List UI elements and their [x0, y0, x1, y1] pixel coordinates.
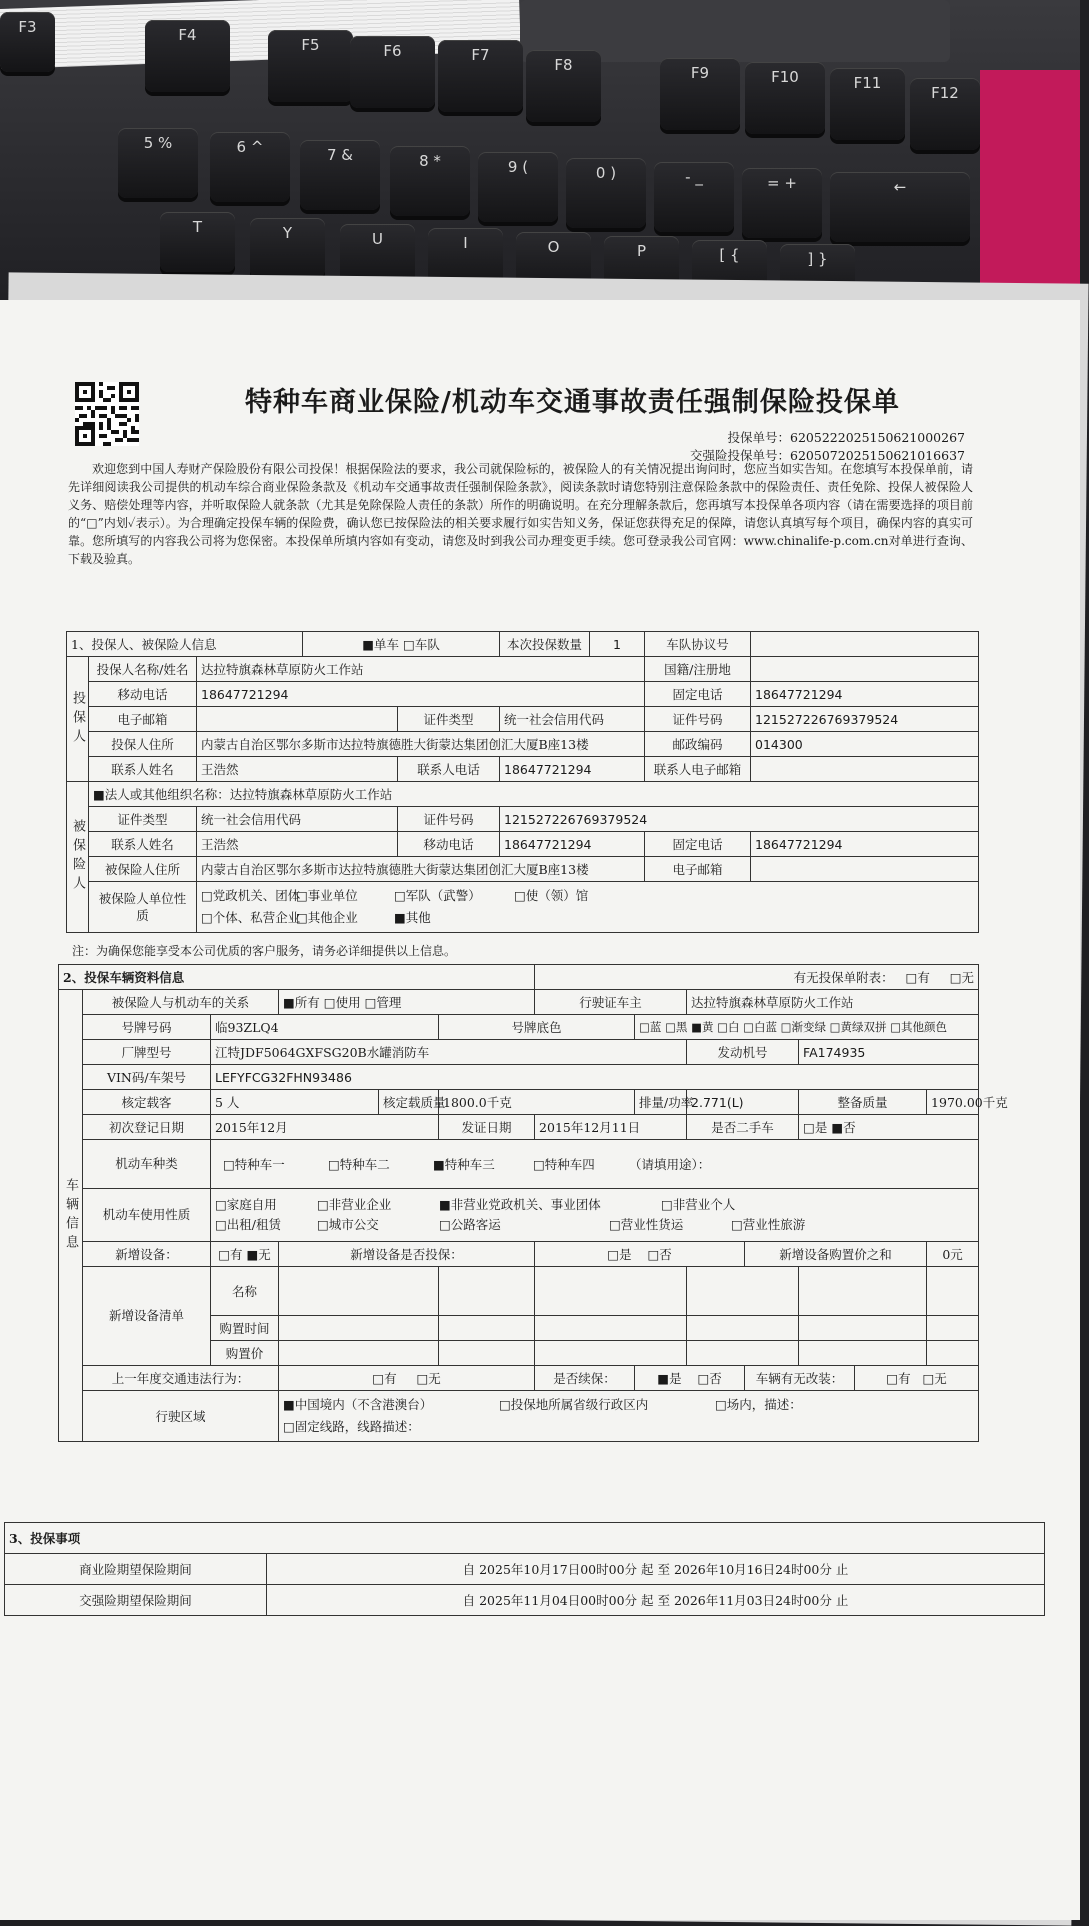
- applicant-name-label: 投保人名称/姓名: [89, 657, 197, 682]
- keyboard-key: Y: [250, 218, 325, 278]
- keyboard-key: O: [516, 232, 591, 292]
- keyboard-key: F4: [145, 20, 230, 92]
- ins-address-value: 内蒙古自治区鄂尔多斯市达拉特旗德胜大街蒙达集团创汇大厦B座13楼: [197, 857, 645, 882]
- use-nature-label: 机动车使用性质: [83, 1189, 211, 1242]
- ins-email-value: [751, 857, 979, 882]
- commercial-period-label: 商业险期望保险期间: [5, 1554, 267, 1585]
- keyboard-key: 9 (: [478, 152, 558, 222]
- keyboard-key: - _: [654, 162, 734, 232]
- unit-option-party[interactable]: □党政机关、团体: [201, 888, 301, 903]
- renewal-no[interactable]: □否: [697, 1371, 722, 1386]
- keyboard-key: F12: [910, 78, 980, 150]
- contact-name-label: 联系人姓名: [89, 757, 197, 782]
- id-no-label: 证件号码: [645, 707, 751, 732]
- equipment-price-label: 新增设备购置价之和: [745, 1242, 927, 1267]
- displacement-label: 排量/功率: [635, 1090, 687, 1115]
- use-option-rental[interactable]: □出租/租赁: [215, 1217, 282, 1232]
- section1-header: 1、投保人、被保险人信息: [67, 632, 303, 657]
- equip-cell: [279, 1341, 439, 1366]
- model-label: 厂牌型号: [83, 1040, 211, 1065]
- intro-paragraph: 欢迎您到中国人寿财产保险股份有限公司投保！根据保险法的要求，我公司就保险标的，被保险人的有关情况提出询问时，您应当如实告知。在您填写本投保单前，请先详细阅读我公司提供的机动车综合商业保险条款及《机动车交通事故责任强制保险条款》，阅读条款时请您特别注意保险条款中的保险责任、责任免除、投保人被保险人义务、赔偿处理等内容，并听取保险人就条款（尤其是免除保险人责任的条款）所作的明确说明。在充分理解条款后，您再填写本投保单各项内容（请在需要选择的项目前的“□”内划✓表示）。为合理确定投保车辆的保险费，确认您已按保险法的相关要求履行如实告知义务，保证您获得充足的保障，请您认真填写每个项目，确保内容的真实可靠。您所填写的内容我公司将为您保密。本投保单所填内容如有变动，请您及时到我公司办理变更手续。您可登录我公司官网：www.chinalife-p.com.cn对单进行查询、下载及验真。: [68, 462, 973, 566]
- keyboard-key: F7: [438, 40, 523, 112]
- use-option-freight[interactable]: □营业性货运: [609, 1217, 684, 1232]
- section-vehicle: [58, 964, 1008, 1442]
- postcode-label: 邮政编码: [645, 732, 751, 757]
- area-options[interactable]: [279, 1391, 979, 1442]
- plate-color-options[interactable]: □蓝 □黑 ■黄 □白 □白蓝 □渐变绿 □黄绿双拼 □其他颜色: [635, 1015, 979, 1040]
- curb-weight-value: 1970.00千克: [927, 1090, 979, 1115]
- engine-label: 发动机号: [687, 1040, 799, 1065]
- keyboard-key: 7 &: [300, 140, 380, 210]
- landline-label: 固定电话: [645, 682, 751, 707]
- ins-id-type-label: 证件类型: [89, 807, 197, 832]
- renewal-yes[interactable]: ■是: [657, 1371, 682, 1386]
- ins-contact-value: 王浩然: [197, 832, 398, 857]
- use-option-enterprise[interactable]: □非营业企业: [317, 1197, 392, 1212]
- keyboard-key: F3: [0, 12, 55, 72]
- equip-cell: [799, 1341, 927, 1366]
- keyboard-key: F6: [350, 36, 435, 108]
- kind-option-2[interactable]: □特种车二: [327, 1157, 390, 1172]
- equip-cell: [535, 1341, 687, 1366]
- plate-label: 号牌号码: [83, 1015, 211, 1040]
- unit-option-private[interactable]: □个体、私营企业: [201, 910, 301, 925]
- modified-label: 车辆有无改装：: [745, 1366, 855, 1391]
- area-option-site[interactable]: □场内，描述：: [715, 1397, 802, 1412]
- landline-value: 18647721294: [751, 682, 979, 707]
- reg-date-value: 2015年12月: [211, 1115, 439, 1140]
- ins-contact-label: 联系人姓名: [89, 832, 197, 857]
- keyboard-key: F9: [660, 58, 740, 130]
- insurance-proposal-form: [0, 300, 1080, 1920]
- load-value: 1800.0千克: [439, 1090, 635, 1115]
- equip-cell: [535, 1316, 687, 1341]
- keyboard-key: 0 ): [566, 158, 646, 228]
- used-car-label: 是否二手车: [687, 1115, 799, 1140]
- contact-name-value: 王浩然: [197, 757, 398, 782]
- mobile-value: 18647721294: [197, 682, 645, 707]
- section-insurance-period: [4, 1522, 1045, 1616]
- equip-cell: [279, 1267, 439, 1316]
- fleet-no-label: 车队协议号: [645, 632, 751, 657]
- keyboard-key: ] }: [780, 244, 855, 304]
- unit-option-embassy[interactable]: □使（领）馆: [514, 888, 589, 903]
- equipment-time-label: 购置时间: [211, 1316, 279, 1341]
- equipment-name-label: 名称: [211, 1267, 279, 1316]
- fleet-no-value: [751, 632, 979, 657]
- ins-landline-label: 固定电话: [645, 832, 751, 857]
- contact-email-label: 联系人电子邮箱: [645, 757, 751, 782]
- unit-option-public-institution[interactable]: □事业单位: [296, 888, 358, 903]
- use-option-family[interactable]: □家庭自用: [215, 1197, 277, 1212]
- load-label: 核定载质量: [379, 1090, 439, 1115]
- address-value: 内蒙古自治区鄂尔多斯市达拉特旗德胜大街蒙达集团创汇大厦B座13楼: [197, 732, 645, 757]
- keyboard-key: T: [160, 212, 235, 272]
- keyboard-key: F5: [268, 30, 353, 102]
- equip-cell: [687, 1316, 799, 1341]
- area-option-fixed-route[interactable]: □固定线路，线路描述：: [283, 1419, 420, 1434]
- equipment-insured-options[interactable]: [535, 1242, 745, 1267]
- violation-no[interactable]: □无: [416, 1371, 441, 1386]
- ins-mobile-value: 18647721294: [500, 832, 645, 857]
- modified-yes[interactable]: □有: [886, 1371, 911, 1386]
- equip-cell: [279, 1316, 439, 1341]
- keyboard-key: 5 %: [118, 128, 198, 198]
- area-label: 行驶区域: [83, 1391, 279, 1442]
- vin-label: VIN码/车架号: [83, 1065, 211, 1090]
- equipment-list-label: 新增设备清单: [83, 1267, 211, 1366]
- compulsory-proposal-number: 交强险投保单号：6205072025150621016637: [690, 448, 965, 463]
- insured-org-name: ■法人或其他组织名称：达拉特旗森林草原防火工作站: [89, 782, 979, 807]
- section3-header: 3、投保事项: [5, 1523, 1045, 1554]
- vehicle-kind-label: 机动车种类: [83, 1140, 211, 1189]
- keyboard-key: 8 *: [390, 146, 470, 216]
- equip-cell: [439, 1316, 535, 1341]
- keyboard-key: = +: [742, 168, 822, 238]
- kind-option-3[interactable]: ■特种车三: [432, 1157, 495, 1172]
- contact-email-value: [751, 757, 979, 782]
- keyboard-key: 6 ^: [210, 132, 290, 202]
- ins-landline-value: 18647721294: [751, 832, 979, 857]
- used-car-options[interactable]: □是 ■否: [799, 1115, 979, 1140]
- equip-cell: [927, 1341, 979, 1366]
- equipment-label: 新增设备：: [83, 1242, 211, 1267]
- equipment-insured-no[interactable]: □否: [647, 1247, 672, 1262]
- violation-options[interactable]: [279, 1366, 535, 1391]
- keyboard-key: ←: [830, 172, 970, 242]
- applicant-name: 达拉特旗森林草原防火工作站: [197, 657, 645, 682]
- violation-label: 上一年度交通违法行为：: [83, 1366, 279, 1391]
- keyboard-key: F10: [745, 62, 825, 134]
- unit-option-other[interactable]: ■其他: [394, 910, 431, 925]
- use-option-government[interactable]: ■非营业党政机关、事业团体: [439, 1197, 601, 1212]
- relation-label: 被保险人与机动车的关系: [83, 990, 279, 1015]
- keyboard-key: I: [428, 228, 503, 288]
- compulsory-period-label: 交强险期望保险期间: [5, 1585, 267, 1616]
- modified-options[interactable]: [855, 1366, 979, 1391]
- red-object: [980, 70, 1080, 300]
- vehicle-side-label: 车辆信息: [59, 990, 83, 1442]
- unit-nature-label: 被保险人单位性质: [89, 882, 197, 933]
- attach-no-checkbox[interactable]: □无: [949, 970, 975, 985]
- equip-cell: [439, 1341, 535, 1366]
- form-title: 特种车商业保险/机动车交通事故责任强制保险投保单: [245, 387, 900, 418]
- nationality-label: 国籍/注册地: [645, 657, 751, 682]
- section2-header: 2、投保车辆资料信息: [59, 965, 535, 990]
- plate-value: 临93ZLQ4: [211, 1015, 439, 1040]
- engine-value: FA174935: [799, 1040, 979, 1065]
- model-value: 江特JDF5064GXFSG20B水罐消防车: [211, 1040, 687, 1065]
- violation-yes[interactable]: □有: [372, 1371, 397, 1386]
- seats-value: 5 人: [211, 1090, 379, 1115]
- mobile-label: 移动电话: [89, 682, 197, 707]
- seats-label: 核定载客: [83, 1090, 211, 1115]
- equipment-price-row-label: 购置价: [211, 1341, 279, 1366]
- contact-phone-label: 联系人电话: [398, 757, 500, 782]
- issue-date-value: 2015年12月11日: [535, 1115, 687, 1140]
- area-option-province[interactable]: □投保地所属省级行政区内: [499, 1397, 649, 1412]
- ins-email-label: 电子邮箱: [645, 857, 751, 882]
- renewal-options[interactable]: [635, 1366, 745, 1391]
- displacement-value: 2.771(L): [687, 1090, 799, 1115]
- qty-value: 1: [590, 632, 645, 657]
- address-label: 投保人住所: [89, 732, 197, 757]
- section-applicant-insured: [66, 631, 979, 933]
- plate-color-label: 号牌底色: [439, 1015, 635, 1040]
- equip-cell: [535, 1267, 687, 1316]
- kind-option-4[interactable]: □特种车四: [532, 1157, 595, 1172]
- ins-mobile-label: 移动电话: [398, 832, 500, 857]
- equip-cell: [927, 1267, 979, 1316]
- id-no-value: 121527226769379524: [751, 707, 979, 732]
- equip-cell: [687, 1267, 799, 1316]
- id-type-label: 证件类型: [398, 707, 500, 732]
- single-car-checkbox[interactable]: ■单车 □车队: [303, 632, 500, 657]
- use-option-bus[interactable]: □城市公交: [317, 1217, 379, 1232]
- keyboard-key: F11: [830, 68, 905, 140]
- insured-side-label: 被保险人: [67, 782, 89, 933]
- equipment-insured-yes[interactable]: □是: [607, 1247, 632, 1262]
- fleet-checkbox[interactable]: □车队: [403, 637, 440, 652]
- email-value: [197, 707, 398, 732]
- ins-id-type-value: 统一社会信用代码: [197, 807, 398, 832]
- use-option-tourism[interactable]: □营业性旅游: [731, 1217, 806, 1232]
- vehicle-kind-options[interactable]: [211, 1140, 979, 1189]
- qr-code-icon: [75, 382, 139, 446]
- license-owner-label: 行驶证车主: [535, 990, 687, 1015]
- equip-cell: [799, 1267, 927, 1316]
- contact-phone-value: 18647721294: [500, 757, 645, 782]
- equip-cell: [439, 1267, 535, 1316]
- applicant-side-label: 投保人: [67, 657, 89, 782]
- unit-nature-options[interactable]: [197, 882, 979, 933]
- equipment-price-value: 0元: [927, 1242, 979, 1267]
- equip-cell: [799, 1316, 927, 1341]
- ins-address-label: 被保险人住所: [89, 857, 197, 882]
- renewal-label: 是否续保：: [535, 1366, 635, 1391]
- attachment-options[interactable]: 有无投保单附表： □有 □无: [535, 965, 979, 990]
- postcode-value: 014300: [751, 732, 979, 757]
- use-option-coach[interactable]: □公路客运: [439, 1217, 501, 1232]
- reg-date-label: 初次登记日期: [83, 1115, 211, 1140]
- qty-label: 本次投保数量: [500, 632, 590, 657]
- proposal-number: 投保单号：6205222025150621000267: [727, 430, 965, 445]
- vin-value: LEFYFCG32FHN93486: [211, 1065, 979, 1090]
- equip-cell: [927, 1316, 979, 1341]
- modified-no[interactable]: □无: [922, 1371, 947, 1386]
- relation-options[interactable]: ■所有 □使用 □管理: [279, 990, 535, 1015]
- keyboard-key: F8: [526, 50, 601, 122]
- ins-id-no-label: 证件号码: [398, 807, 500, 832]
- attach-yes-checkbox[interactable]: □有: [905, 970, 930, 985]
- id-type-value: 统一社会信用代码: [500, 707, 645, 732]
- equipment-options[interactable]: □有 ■无: [211, 1242, 279, 1267]
- commercial-period-value: 自 2025年10月17日00时00分 起 至 2026年10月16日24时00分 止: [267, 1554, 1045, 1585]
- license-owner-value: 达拉特旗森林草原防火工作站: [687, 990, 979, 1015]
- ins-id-no-value: 121527226769379524: [500, 807, 979, 832]
- nationality-value: [751, 657, 979, 682]
- service-note: 注：为确保您能享受本公司优质的客户服务，请务必详细提供以上信息。: [72, 944, 457, 958]
- issue-date-label: 发证日期: [439, 1115, 535, 1140]
- use-nature-options[interactable]: [211, 1189, 979, 1242]
- curb-weight-label: 整备质量: [799, 1090, 927, 1115]
- area-option-china[interactable]: ■中国境内（不含港澳台）: [283, 1397, 433, 1412]
- kind-purpose: （请填用途）：: [628, 1157, 711, 1172]
- unit-option-other-enterprise[interactable]: □其他企业: [296, 910, 358, 925]
- kind-option-1[interactable]: □特种车一: [222, 1157, 285, 1172]
- keyboard-key: P: [604, 236, 679, 296]
- compulsory-period-value: 自 2025年11月04日00时00分 起 至 2026年11月03日24时00分 止: [267, 1585, 1045, 1616]
- equip-cell: [687, 1341, 799, 1366]
- unit-option-military[interactable]: □军队（武警）: [394, 888, 481, 903]
- keyboard-background: [0, 0, 1080, 300]
- keyboard-key: [ {: [692, 240, 767, 300]
- use-option-personal[interactable]: □非营业个人: [661, 1197, 736, 1212]
- equipment-insured-label: 新增设备是否投保：: [279, 1242, 535, 1267]
- keyboard-key: U: [340, 224, 415, 284]
- email-label: 电子邮箱: [89, 707, 197, 732]
